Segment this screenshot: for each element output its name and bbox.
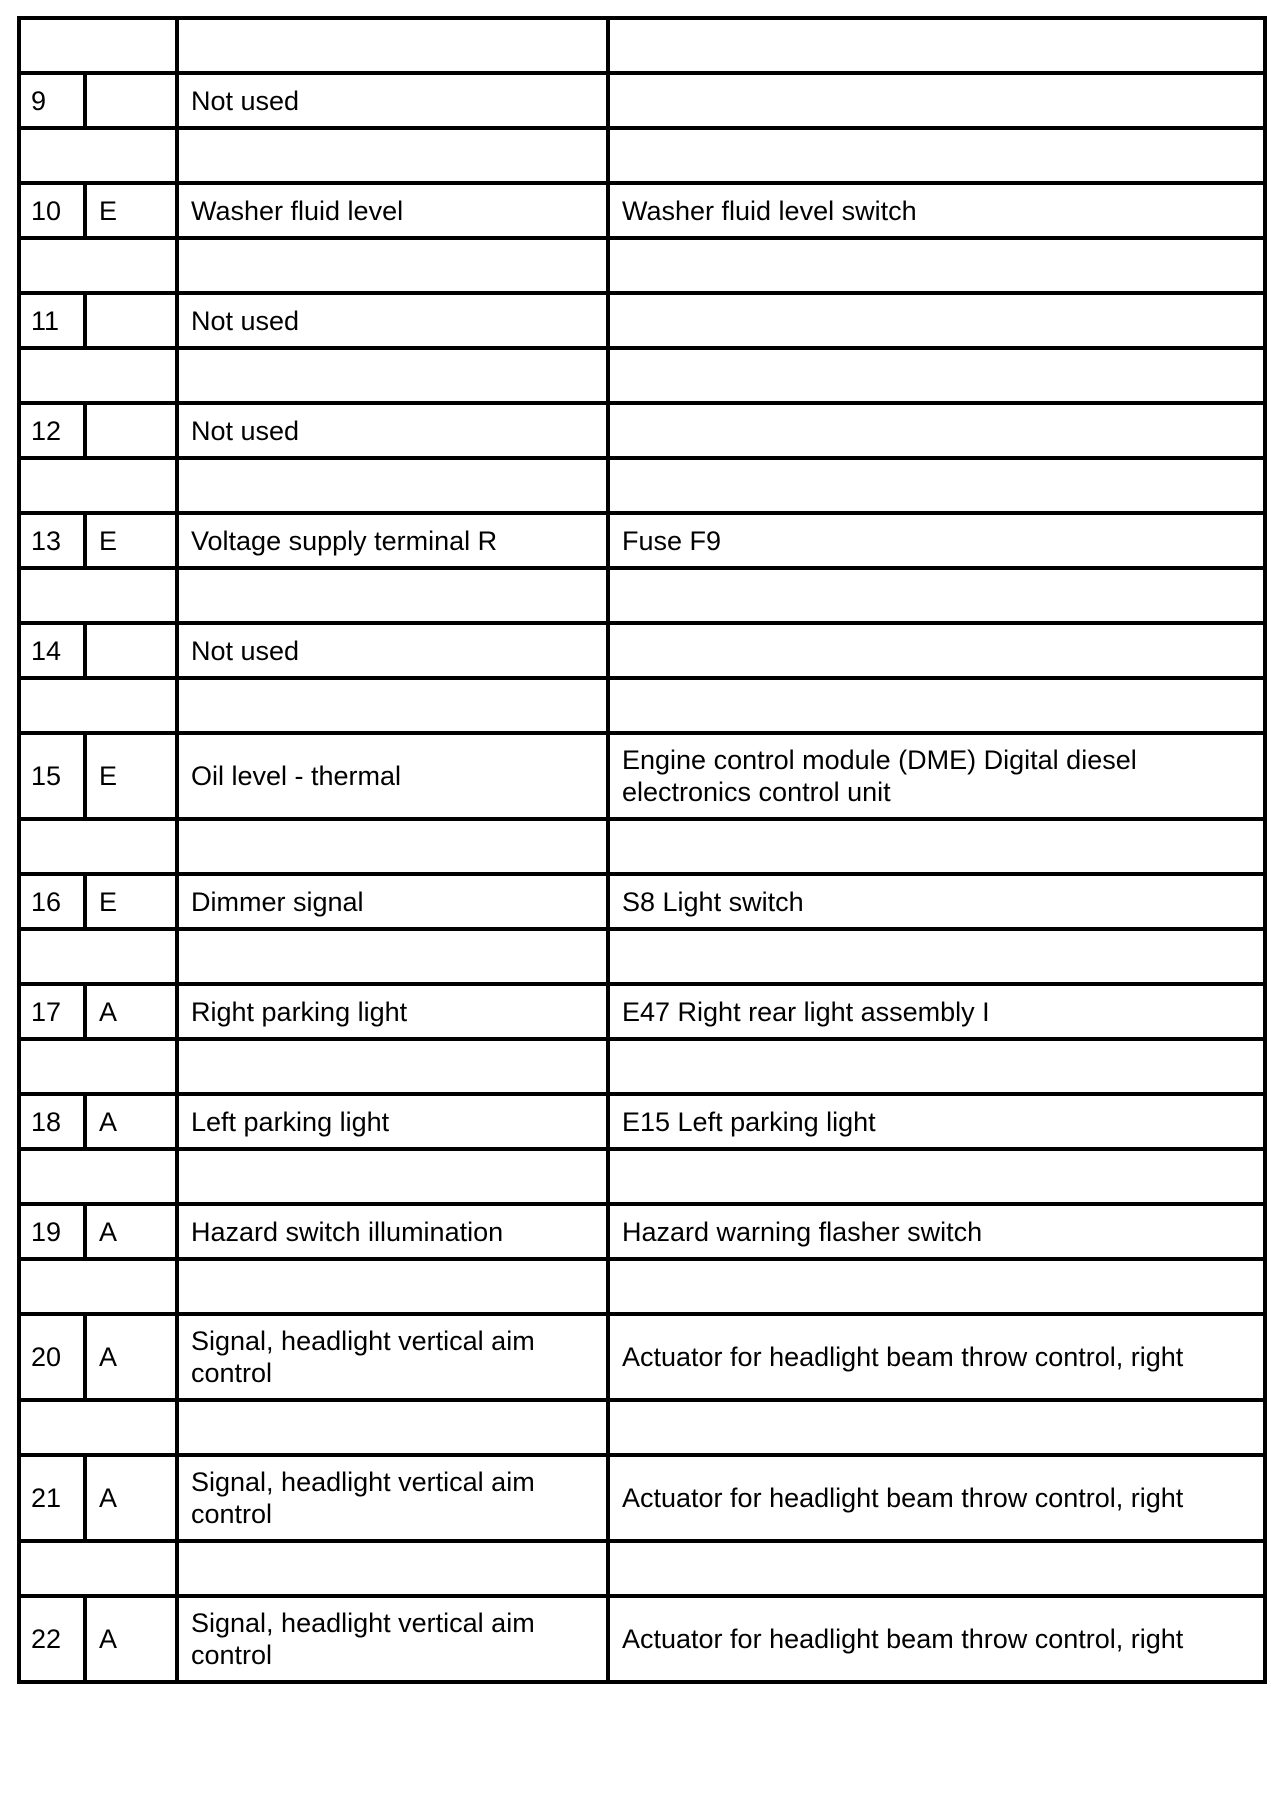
spacer-cell — [19, 458, 177, 513]
spacer-row — [19, 1259, 1265, 1314]
spacer-cell — [177, 238, 608, 293]
pin-number-cell: 10 — [19, 183, 85, 238]
spacer-cell — [19, 18, 177, 73]
signal-type-cell: A — [85, 1596, 177, 1682]
table-row — [19, 183, 1265, 238]
table-row — [19, 403, 1265, 458]
spacer-cell — [19, 1149, 177, 1204]
signal-type-cell: E — [85, 183, 177, 238]
pin-number-cell: 17 — [19, 984, 85, 1039]
spacer-cell — [19, 1400, 177, 1455]
spacer-cell — [608, 18, 1265, 73]
connection-cell: Fuse F9 — [608, 513, 1265, 568]
spacer-row — [19, 1541, 1265, 1596]
connection-cell: Actuator for headlight beam throw control, right — [608, 1314, 1265, 1400]
spacer-row — [19, 568, 1265, 623]
description-cell: Not used — [177, 73, 608, 128]
pin-number-cell: 14 — [19, 623, 85, 678]
description-cell: Signal, headlight vertical aim control — [177, 1314, 608, 1400]
spacer-cell — [177, 1149, 608, 1204]
spacer-cell — [177, 18, 608, 73]
pin-number-cell: 13 — [19, 513, 85, 568]
spacer-cell — [608, 1039, 1265, 1094]
description-cell: Oil level - thermal — [177, 733, 608, 819]
description-cell: Signal, headlight vertical aim control — [177, 1596, 608, 1682]
pin-number-cell: 9 — [19, 73, 85, 128]
table-row — [19, 733, 1265, 819]
pin-number-cell: 22 — [19, 1596, 85, 1682]
spacer-cell — [177, 929, 608, 984]
spacer-row — [19, 458, 1265, 513]
table-row — [19, 1596, 1265, 1682]
description-cell: Right parking light — [177, 984, 608, 1039]
spacer-cell — [608, 568, 1265, 623]
spacer-cell — [177, 678, 608, 733]
spacer-cell — [177, 819, 608, 874]
description-cell: Not used — [177, 293, 608, 348]
spacer-cell — [19, 1541, 177, 1596]
spacer-row — [19, 1039, 1265, 1094]
spacer-cell — [177, 1541, 608, 1596]
connection-cell — [608, 73, 1265, 128]
connection-cell — [608, 293, 1265, 348]
signal-type-cell — [85, 623, 177, 678]
table-row — [19, 293, 1265, 348]
spacer-cell — [608, 1541, 1265, 1596]
spacer-cell — [19, 929, 177, 984]
description-cell: Not used — [177, 403, 608, 458]
signal-type-cell: A — [85, 1094, 177, 1149]
table-row — [19, 984, 1265, 1039]
spacer-cell — [177, 568, 608, 623]
description-cell: Dimmer signal — [177, 874, 608, 929]
table-row — [19, 1204, 1265, 1259]
spacer-cell — [19, 238, 177, 293]
description-cell: Signal, headlight vertical aim control — [177, 1455, 608, 1541]
pin-number-cell: 19 — [19, 1204, 85, 1259]
table-row — [19, 1314, 1265, 1400]
spacer-row — [19, 929, 1265, 984]
spacer-row — [19, 819, 1265, 874]
spacer-row — [19, 678, 1265, 733]
table-row — [19, 1094, 1265, 1149]
connection-cell: E47 Right rear light assembly I — [608, 984, 1265, 1039]
spacer-row — [19, 1400, 1265, 1455]
signal-type-cell: E — [85, 733, 177, 819]
spacer-cell — [19, 1259, 177, 1314]
table-row — [19, 1455, 1265, 1541]
pin-number-cell: 21 — [19, 1455, 85, 1541]
table-row — [19, 73, 1265, 128]
pin-number-cell: 11 — [19, 293, 85, 348]
spacer-cell — [608, 1400, 1265, 1455]
description-cell: Not used — [177, 623, 608, 678]
spacer-cell — [19, 1039, 177, 1094]
pin-number-cell: 18 — [19, 1094, 85, 1149]
connection-cell: Engine control module (DME) Digital diesel electronics control unit — [608, 733, 1265, 819]
table-row — [19, 874, 1265, 929]
connection-cell: Hazard warning flasher switch — [608, 1204, 1265, 1259]
spacer-cell — [19, 678, 177, 733]
connection-cell — [608, 623, 1265, 678]
spacer-cell — [19, 348, 177, 403]
connection-cell: Actuator for headlight beam throw control, right — [608, 1455, 1265, 1541]
description-cell: Washer fluid level — [177, 183, 608, 238]
signal-type-cell: E — [85, 874, 177, 929]
spacer-cell — [177, 1039, 608, 1094]
signal-type-cell — [85, 403, 177, 458]
connection-cell: E15 Left parking light — [608, 1094, 1265, 1149]
pin-number-cell: 15 — [19, 733, 85, 819]
spacer-cell — [608, 1149, 1265, 1204]
spacer-cell — [177, 1259, 608, 1314]
description-cell: Left parking light — [177, 1094, 608, 1149]
spacer-cell — [608, 238, 1265, 293]
spacer-cell — [608, 819, 1265, 874]
connection-cell: Actuator for headlight beam throw control, right — [608, 1596, 1265, 1682]
spacer-cell — [177, 128, 608, 183]
pin-assignment-table — [17, 16, 1267, 1684]
spacer-cell — [19, 568, 177, 623]
description-cell: Hazard switch illumination — [177, 1204, 608, 1259]
spacer-row — [19, 1149, 1265, 1204]
spacer-cell — [608, 348, 1265, 403]
spacer-cell — [19, 819, 177, 874]
spacer-cell — [19, 128, 177, 183]
pin-table-body — [19, 18, 1265, 1682]
spacer-cell — [608, 929, 1265, 984]
signal-type-cell: A — [85, 1314, 177, 1400]
signal-type-cell — [85, 73, 177, 128]
spacer-cell — [177, 458, 608, 513]
spacer-row — [19, 128, 1265, 183]
signal-type-cell: A — [85, 1455, 177, 1541]
signal-type-cell: A — [85, 984, 177, 1039]
connection-cell: Washer fluid level switch — [608, 183, 1265, 238]
connection-cell: S8 Light switch — [608, 874, 1265, 929]
connection-cell — [608, 403, 1265, 458]
spacer-cell — [608, 128, 1265, 183]
signal-type-cell — [85, 293, 177, 348]
pin-number-cell: 20 — [19, 1314, 85, 1400]
spacer-cell — [608, 1259, 1265, 1314]
spacer-cell — [177, 348, 608, 403]
spacer-row — [19, 348, 1265, 403]
spacer-row — [19, 238, 1265, 293]
pin-number-cell: 12 — [19, 403, 85, 458]
table-row — [19, 623, 1265, 678]
spacer-cell — [608, 678, 1265, 733]
description-cell: Voltage supply terminal R — [177, 513, 608, 568]
signal-type-cell: A — [85, 1204, 177, 1259]
spacer-row — [19, 18, 1265, 73]
spacer-cell — [608, 458, 1265, 513]
table-row — [19, 513, 1265, 568]
spacer-cell — [177, 1400, 608, 1455]
signal-type-cell: E — [85, 513, 177, 568]
pin-number-cell: 16 — [19, 874, 85, 929]
